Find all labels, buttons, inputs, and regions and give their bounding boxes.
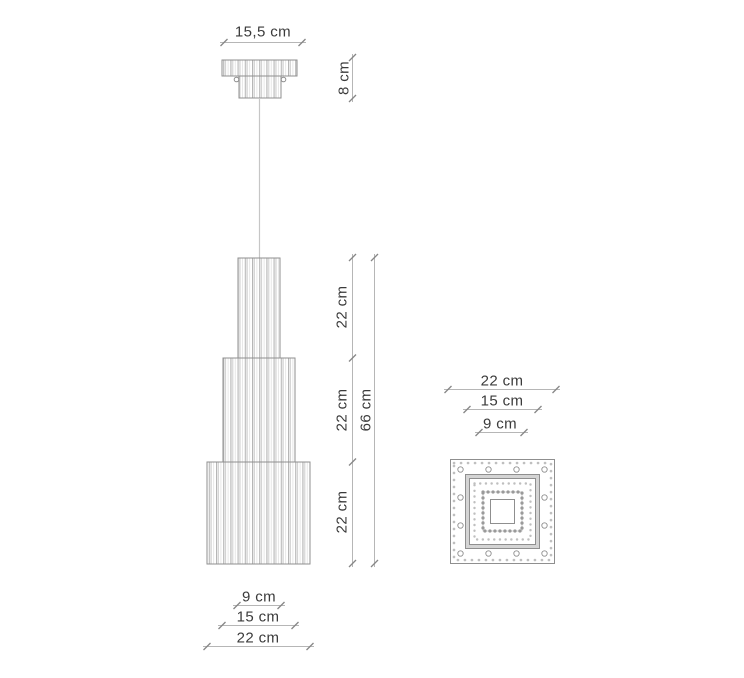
dim-label-bottom-width-9: 9 cm (241, 588, 277, 606)
dim-label-tier-height-2: 22 cm (333, 388, 351, 432)
dim-label-top-width-15: 15 cm (480, 392, 524, 410)
shade-tier-bottom (207, 462, 310, 564)
front-view-canopy (222, 60, 297, 98)
dim-label-bottom-width-15: 15 cm (236, 608, 280, 626)
shade-tier-top (238, 258, 280, 358)
dim-label-total-height: 66 cm (357, 388, 375, 432)
dim-label-canopy-width: 15,5 cm (234, 23, 292, 41)
dim-label-tier-height-3: 22 cm (333, 490, 351, 534)
dim-label-top-width-22: 22 cm (480, 372, 524, 390)
shade-tier-middle (223, 358, 295, 462)
canopy-knob-left (234, 77, 239, 82)
dim-label-top-width-9: 9 cm (482, 415, 518, 433)
dim-label-canopy-height: 8 cm (335, 60, 353, 96)
dim-label-tier-height-1: 22 cm (333, 285, 351, 329)
dim-label-bottom-width-22: 22 cm (236, 629, 280, 647)
front-view-shade (207, 258, 310, 564)
top-view-square (451, 460, 555, 564)
canopy-knob-right (281, 77, 286, 82)
